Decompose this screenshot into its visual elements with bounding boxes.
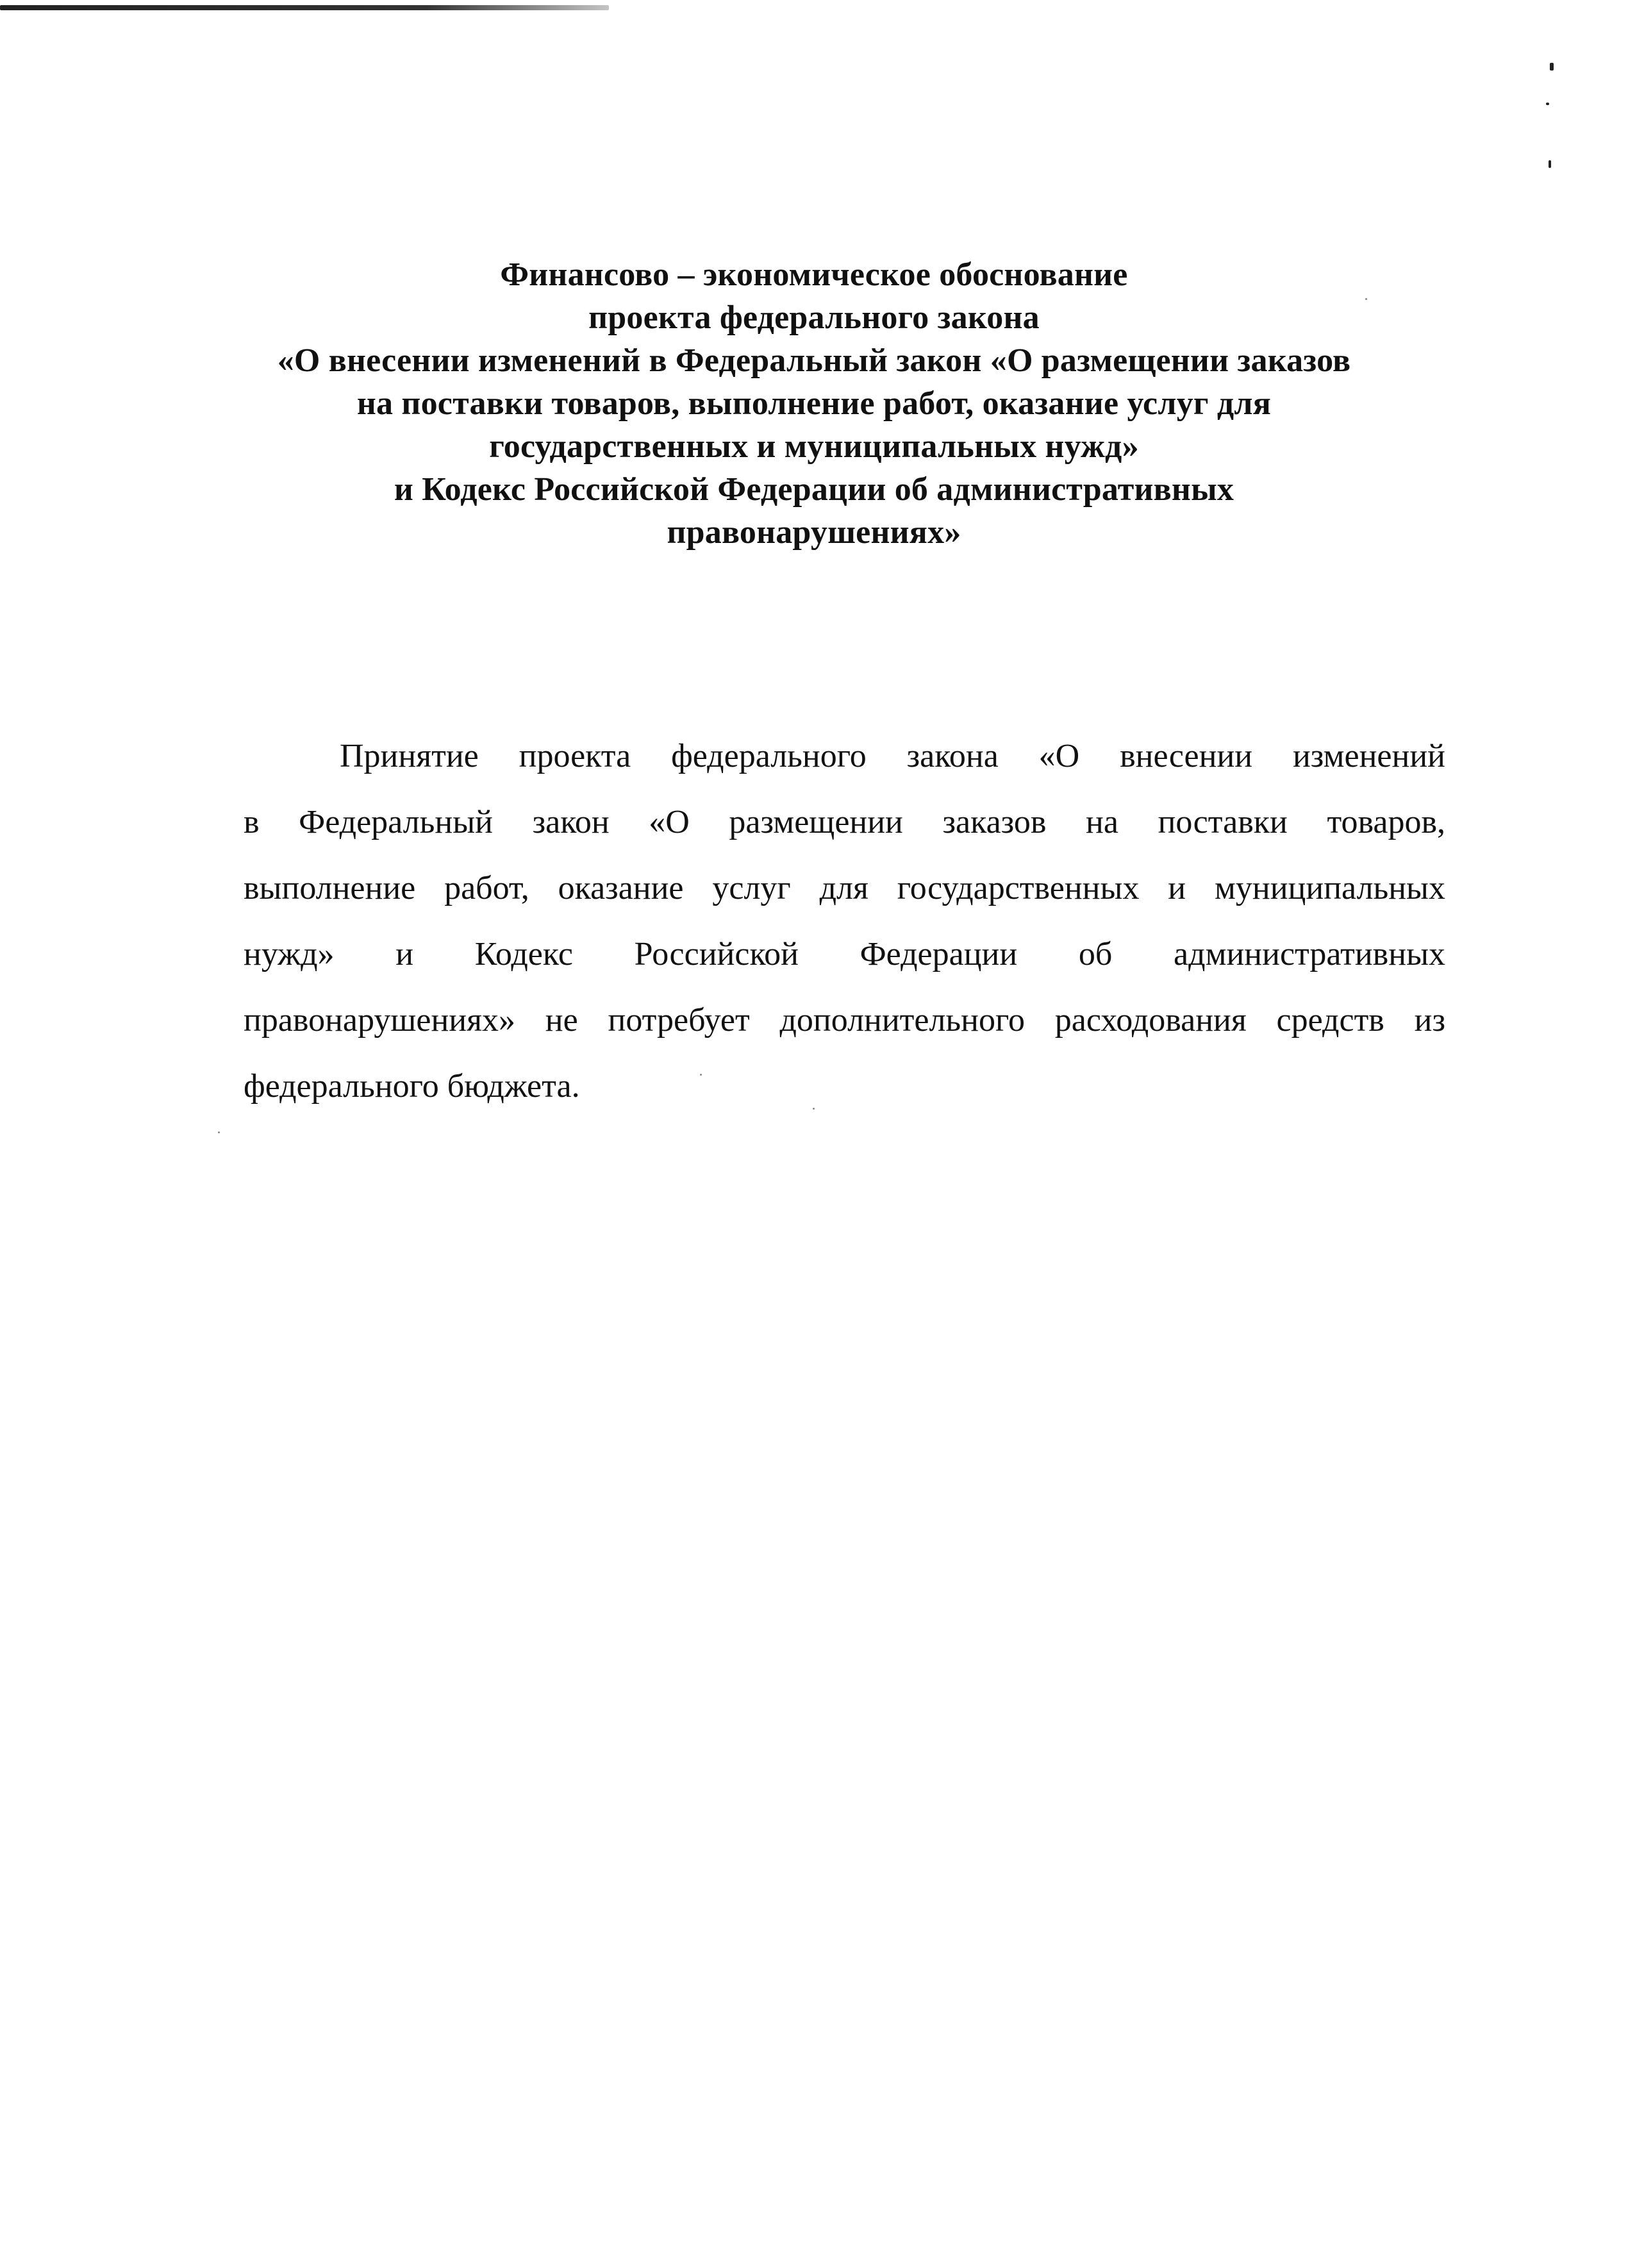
- body-line: выполнение работ, оказание услуг для государственных и муниципальных: [244, 870, 1445, 906]
- scan-mark: [1550, 63, 1554, 71]
- title-line: проекта федерального закона: [588, 299, 1040, 336]
- title-line: «О внесении изменений в Федеральный закон «О размещении заказов: [277, 342, 1351, 379]
- body-line: в Федеральный закон «О размещении заказов на поставки товаров,: [244, 804, 1445, 840]
- title-line: и Кодекс Российской Федерации об административных: [394, 471, 1234, 508]
- scan-speck: [218, 1131, 220, 1133]
- body-paragraph: [244, 723, 1445, 1119]
- body-line: нужд» и Кодекс Российской Федерации об административных: [244, 936, 1445, 972]
- title-line: правонарушениях»: [667, 514, 961, 551]
- document-title: [192, 253, 1436, 554]
- body-line: федерального бюджета.: [244, 1068, 580, 1105]
- title-line: Финансово – экономическое обоснование: [500, 256, 1128, 293]
- body-line: правонарушениях» не потребует дополнительного расходования средств из: [244, 1002, 1445, 1038]
- title-line: на поставки товаров, выполнение работ, оказание услуг для: [356, 385, 1272, 422]
- title-line: государственных и муниципальных нужд»: [489, 428, 1139, 465]
- scan-mark: [1549, 160, 1551, 168]
- scan-mark: [1546, 103, 1549, 105]
- body-line: Принятие проекта федерального закона «О внесении изменений: [340, 738, 1445, 774]
- scan-edge-line: [0, 5, 609, 10]
